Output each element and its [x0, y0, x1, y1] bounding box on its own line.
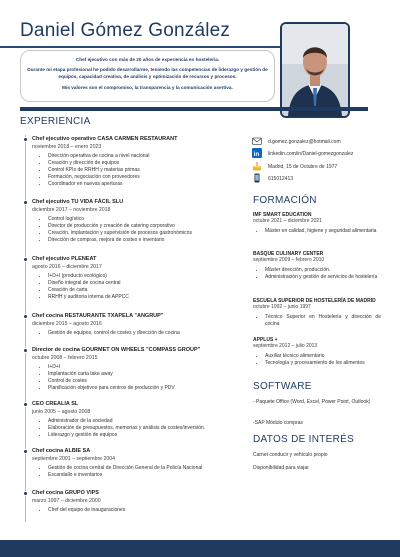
job-duty: • Dirección operativa de cocina a nivel nacional [48, 153, 247, 160]
job-duties [32, 153, 247, 187]
job-duty: • Implantación carta take away [48, 371, 247, 378]
portrait-illustration [282, 24, 348, 116]
job-duty: • Control de costes [48, 378, 247, 385]
education-details [253, 267, 381, 281]
job-duty: • Creación, implantación y supervisión de procesos gastronómicos [48, 230, 247, 237]
job-entry [32, 448, 247, 479]
education-detail: • Auxiliar técnico alimentario [265, 353, 381, 360]
job-date: junio 2005 – agosto 2008 [32, 408, 91, 415]
job-title: Chef cocina RESTAURANTE TXAPELA "ANGRUP" [32, 313, 164, 319]
header-band [20, 107, 368, 111]
education-details [253, 314, 381, 328]
profile-photo [280, 22, 350, 118]
job-duty: • Liderazgo y gestión de equipos [48, 432, 247, 439]
linkedin-icon [252, 148, 262, 158]
education-school: ESCUELA SUPERIOR DE HOSTELERÍA DE MADRID [253, 298, 376, 304]
education-detail: • Técnico Superior en Hostelería y dirección de cocina [265, 314, 381, 328]
education-detail: • Máster dirección, producción. [265, 267, 381, 274]
job-entry [32, 401, 247, 439]
education-entry [253, 212, 381, 235]
job-duties [32, 465, 247, 479]
email-icon [252, 136, 262, 146]
job-duty: • Director de producción y creación de catering corporativo [48, 223, 247, 230]
job-duty: • Administrador de la sociedad [48, 418, 247, 425]
job-title: Chef ejecutivo TU VIDA FÁCIL SLU [32, 199, 124, 205]
education-school: APPLUS + [253, 337, 278, 343]
job-date: marzo 1997 – diciembre 2000 [32, 497, 101, 504]
job-date: diciembre 2017 – noviembre 2018 [32, 206, 111, 213]
summary-line-3: Mis valores son el compromiso, la transparencia y la comunicación asertiva. [62, 85, 233, 91]
job-duty: • Formación, negociación con proveedores [48, 174, 247, 181]
education-entry [253, 337, 381, 367]
job-date: octubre 2008 – febrero 2015 [32, 354, 98, 361]
linkedin-text: linkedin.com/in/Daniel-gomezgonzalez [268, 151, 354, 157]
candidate-name: Daniel Gómez González [20, 20, 231, 41]
job-date: noviembre 2018 – enero 2023 [32, 143, 102, 150]
job-entry [32, 347, 247, 392]
job-duty: • Creación de carta [48, 287, 247, 294]
job-entry [32, 490, 247, 514]
education-detail: • Máster en calidad, higiene y seguridad alimentaria [265, 228, 381, 235]
job-duties [32, 330, 247, 337]
software-line-2: -SAP Módulo compras [253, 420, 303, 426]
job-duty: • Control logístico [48, 216, 247, 223]
email-text: d.gomez.gonzalez@hotmail.com [268, 139, 341, 145]
job-duty: • I+D+I [48, 364, 247, 371]
education-school: IMF SMART EDUCATION [253, 212, 312, 218]
education-heading: FORMACIÓN [253, 195, 317, 206]
timeline-dot [23, 314, 28, 319]
education-school: BASQUE CULINARY CENTER [253, 251, 324, 257]
job-duty: • Control KPIs de RRHH y materias primas [48, 167, 247, 174]
job-title: Chef cocina GRUPO VIPS [32, 490, 99, 496]
job-title: CEO CREALIA SL [32, 401, 79, 407]
job-duty: • Chef del equipo de inauguraciones [48, 507, 247, 514]
job-title: Chef cocina ALBIE SA [32, 448, 91, 454]
birthday-cake-icon [252, 161, 262, 171]
job-duty: • I+D+I (producto ecológico) [48, 273, 247, 280]
job-duty: • Elaboración de presupuestos, memorias y análisis de costes/inversión. [48, 425, 247, 432]
job-duty: • Gestión de equipos, control de costes y dirección de cocina [48, 330, 247, 337]
job-duty: • RRHH y auditoria interna de APPCC [48, 294, 247, 301]
svg-text:in: in [253, 150, 260, 158]
timeline-dot [23, 348, 28, 353]
job-date: diciembre 2015 – agosto 2016 [32, 320, 102, 327]
footer-band [0, 540, 400, 557]
education-date: septiembre 2012 – julio 2013 [253, 343, 318, 350]
job-entry [32, 199, 247, 244]
education-details [253, 228, 381, 235]
job-title: Chef ejecutivo operativo CASA CARMEN RESTAURANT [32, 136, 178, 142]
education-date: octubre 1992 – junio 1997 [253, 304, 311, 311]
job-duties [32, 273, 247, 301]
birth-text: Madrid, 15 de Octubre de 1977 [268, 164, 338, 170]
experience-heading: EXPERIENCIA [20, 116, 91, 127]
experience-timeline [25, 135, 26, 522]
timeline-dot [23, 491, 28, 496]
education-entry [253, 298, 381, 328]
timeline-dot [23, 257, 28, 262]
job-duty: • Planificación objetivos para centros de producción y PDV [48, 385, 247, 392]
job-entry [32, 136, 247, 188]
job-duties [32, 418, 247, 439]
timeline-dot [23, 449, 28, 454]
job-date: agosto 2016 – diciembre 2017 [32, 263, 102, 270]
job-duties [32, 216, 247, 244]
education-details [253, 353, 381, 367]
header-rule [0, 46, 290, 48]
education-date: septiembre 2009 – febrero 2010 [253, 257, 325, 264]
job-entry [32, 256, 247, 301]
timeline-dot [23, 200, 28, 205]
job-entry [32, 313, 247, 337]
job-date: septiembre 2001 – septiembre 2004 [32, 455, 116, 462]
interest-line-1: Carnet conducir y vehículo propio [253, 452, 328, 458]
education-detail: • Tecnología y procesamiento de los alimentos [265, 360, 381, 367]
job-title: Director de cocina GOURMET ON WHEELS "COMPASS GROUP" [32, 347, 201, 353]
job-duties [32, 507, 247, 514]
summary-box [20, 50, 275, 102]
software-heading: SOFTWARE [253, 381, 312, 392]
job-duty: • Dirección de compras, mejora de costes e inventario [48, 237, 247, 244]
timeline-dot [23, 402, 28, 407]
job-duty: • Escandallo e inventarios [48, 472, 247, 479]
interest-heading: DATOS DE INTERÉS [253, 434, 355, 445]
phone-text: 615012413 [268, 176, 294, 182]
software-line-1: - Paquete Office (Word, Excel, Power Point, Outlook) [253, 399, 371, 405]
phone-icon [252, 173, 262, 183]
timeline-dot [23, 137, 28, 142]
education-detail: • Administración y gestión de servicios de hostelería [265, 274, 381, 281]
job-duty: • Creación y dirección de equipos [48, 160, 247, 167]
job-duty: • Gestión de cocina central de Dirección General de la Policía Nacional [48, 465, 247, 472]
job-duty: • Diseño integral de cocina central [48, 280, 247, 287]
education-date: octubre 2021 – diciembre 2021 [253, 218, 322, 225]
education-entry [253, 251, 381, 281]
summary-line-1: Chef ejecutivo con más de 20 años de experiencia en hostelería. [75, 57, 220, 62]
job-title: Chef ejecutivo PLENEAT [32, 256, 97, 262]
interest-line-2: Disponibilidad para viajar [253, 465, 309, 471]
job-duties [32, 364, 247, 392]
summary-line-2: Durante mi etapa profesional he podido desarrollarme, teniendo las competencias de liderazgo y gestión de equipos, capacidad creativa, de análisis y optimización de recursos y procesos. [27, 67, 268, 79]
job-duty: • Coordinador en nuevas aperturas [48, 181, 247, 188]
